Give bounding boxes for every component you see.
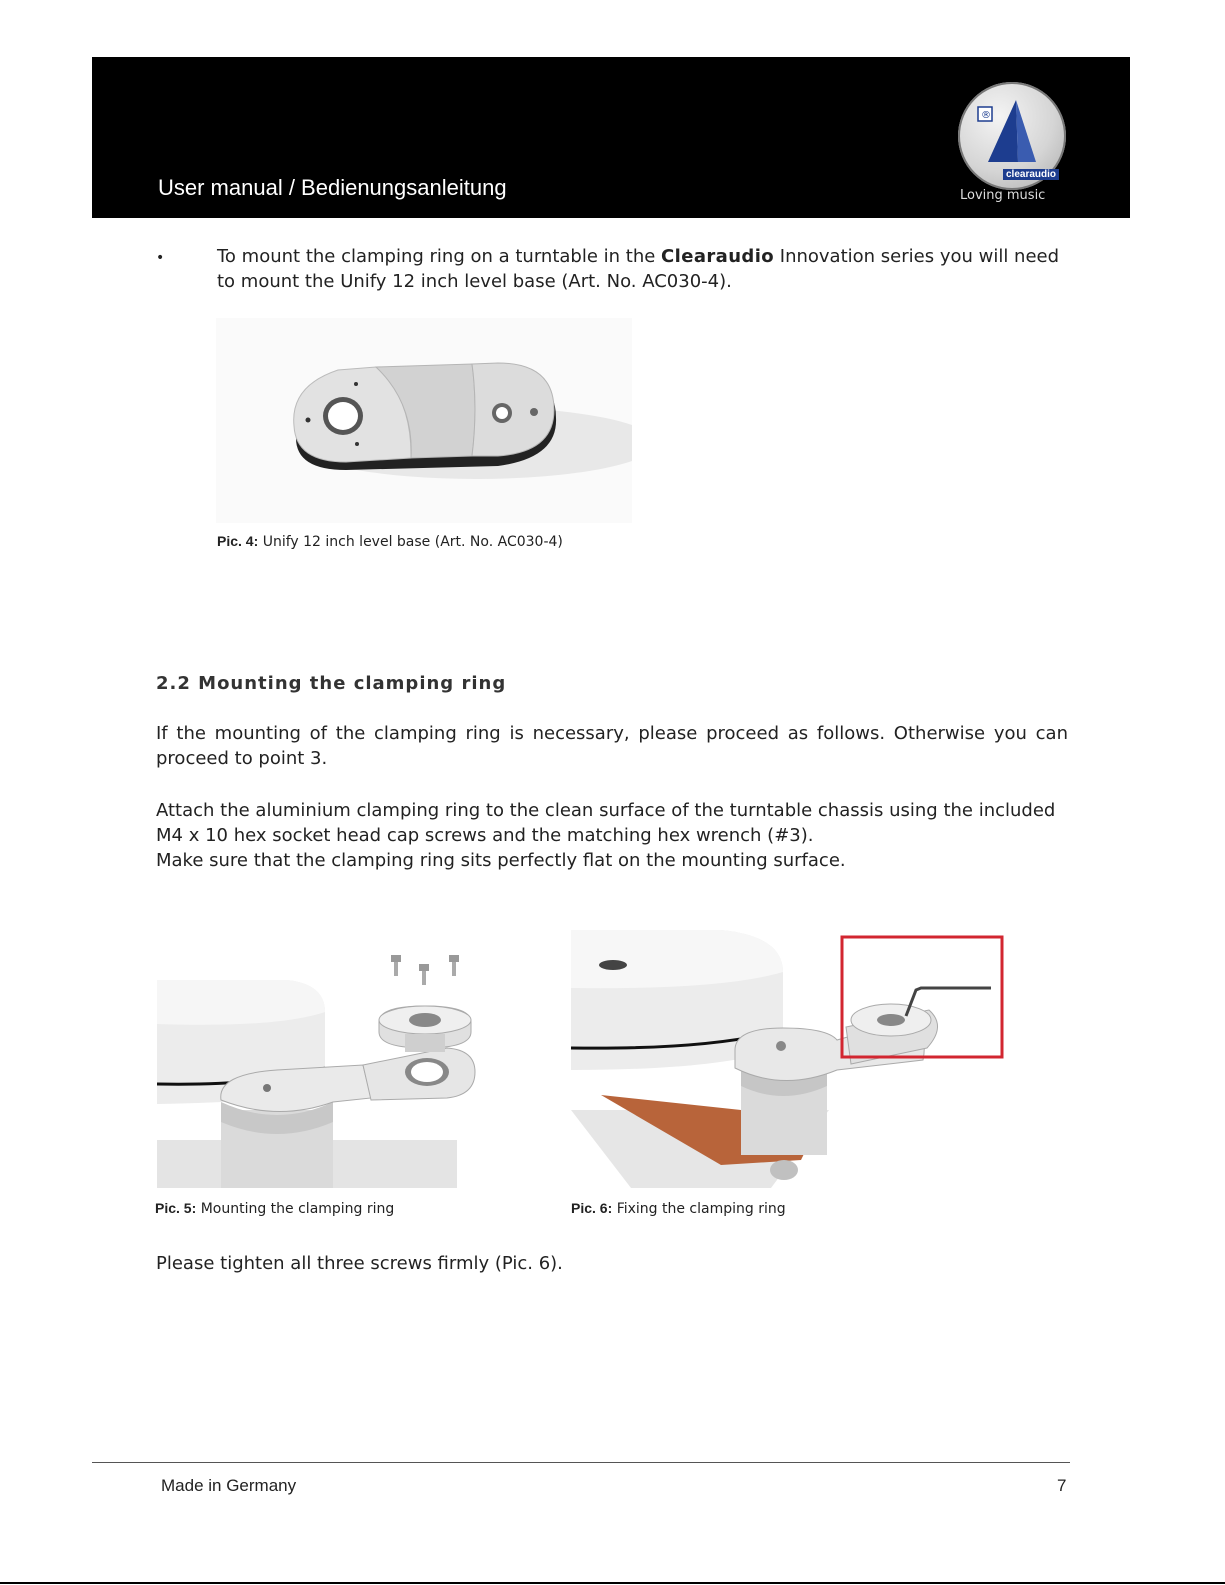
bullet-paragraph bbox=[217, 244, 1067, 294]
caption-pic5 bbox=[155, 1200, 394, 1217]
brand-name: Clearaudio bbox=[661, 246, 775, 267]
logo-tagline: Loving music bbox=[960, 188, 1046, 203]
mounting-ring-illustration bbox=[157, 950, 502, 1188]
svg-text:®: ® bbox=[981, 110, 991, 121]
fixing-ring-illustration bbox=[571, 930, 1011, 1188]
footer-divider bbox=[92, 1462, 1070, 1463]
figure-mounting-ring bbox=[157, 950, 502, 1188]
paragraph-flat: Make sure that the clamping ring sits perfectly flat on the mounting surface. bbox=[156, 850, 846, 871]
caption-pic6-label: Pic. 6: bbox=[571, 1200, 613, 1216]
caption-pic5-label: Pic. 5: bbox=[155, 1200, 197, 1216]
paragraph-intro: If the mounting of the clamping ring is necessary, please proceed as follows. Otherwise you can proceed to point 3. bbox=[156, 723, 1068, 769]
bullet-marker: • bbox=[156, 250, 165, 266]
figure-fixing-ring bbox=[571, 930, 1011, 1188]
clearaudio-logo bbox=[958, 82, 1066, 190]
bullet-text-after: Innovation series you will need to mount the Unify 12 inch level base (Art. No. AC030-4). bbox=[217, 246, 1060, 292]
figure-level-base bbox=[216, 318, 632, 523]
page-number: 7 bbox=[1057, 1476, 1067, 1495]
logo-wordmark: clearaudio bbox=[1003, 169, 1059, 180]
section-heading: 2.2 Mounting the clamping ring bbox=[156, 673, 507, 694]
page-bottom-edge bbox=[0, 1582, 1225, 1584]
caption-pic4 bbox=[217, 533, 563, 550]
caption-pic6-text: Fixing the clamping ring bbox=[612, 1201, 786, 1217]
caption-pic5-text: Mounting the clamping ring bbox=[196, 1201, 395, 1217]
caption-pic6 bbox=[571, 1200, 786, 1217]
paragraph-attach: Attach the aluminium clamping ring to the clean surface of the turntable chassis using the included M4 x 10 hex socket head cap screws and the matching hex wrench (#3). bbox=[156, 800, 1056, 846]
footer-origin: Made in Germany bbox=[161, 1476, 297, 1495]
document-title: User manual / Bedienungsanleitung bbox=[158, 175, 507, 200]
header-banner bbox=[92, 57, 1130, 218]
paragraph-tighten: Please tighten all three screws firmly (Pic. 6). bbox=[156, 1253, 563, 1274]
caption-pic4-text: Unify 12 inch level base (Art. No. AC030-4) bbox=[258, 534, 563, 550]
level-base-illustration bbox=[216, 318, 632, 523]
caption-pic4-label: Pic. 4: bbox=[217, 533, 259, 549]
bullet-text-before: To mount the clamping ring on a turntable in the bbox=[217, 246, 662, 267]
